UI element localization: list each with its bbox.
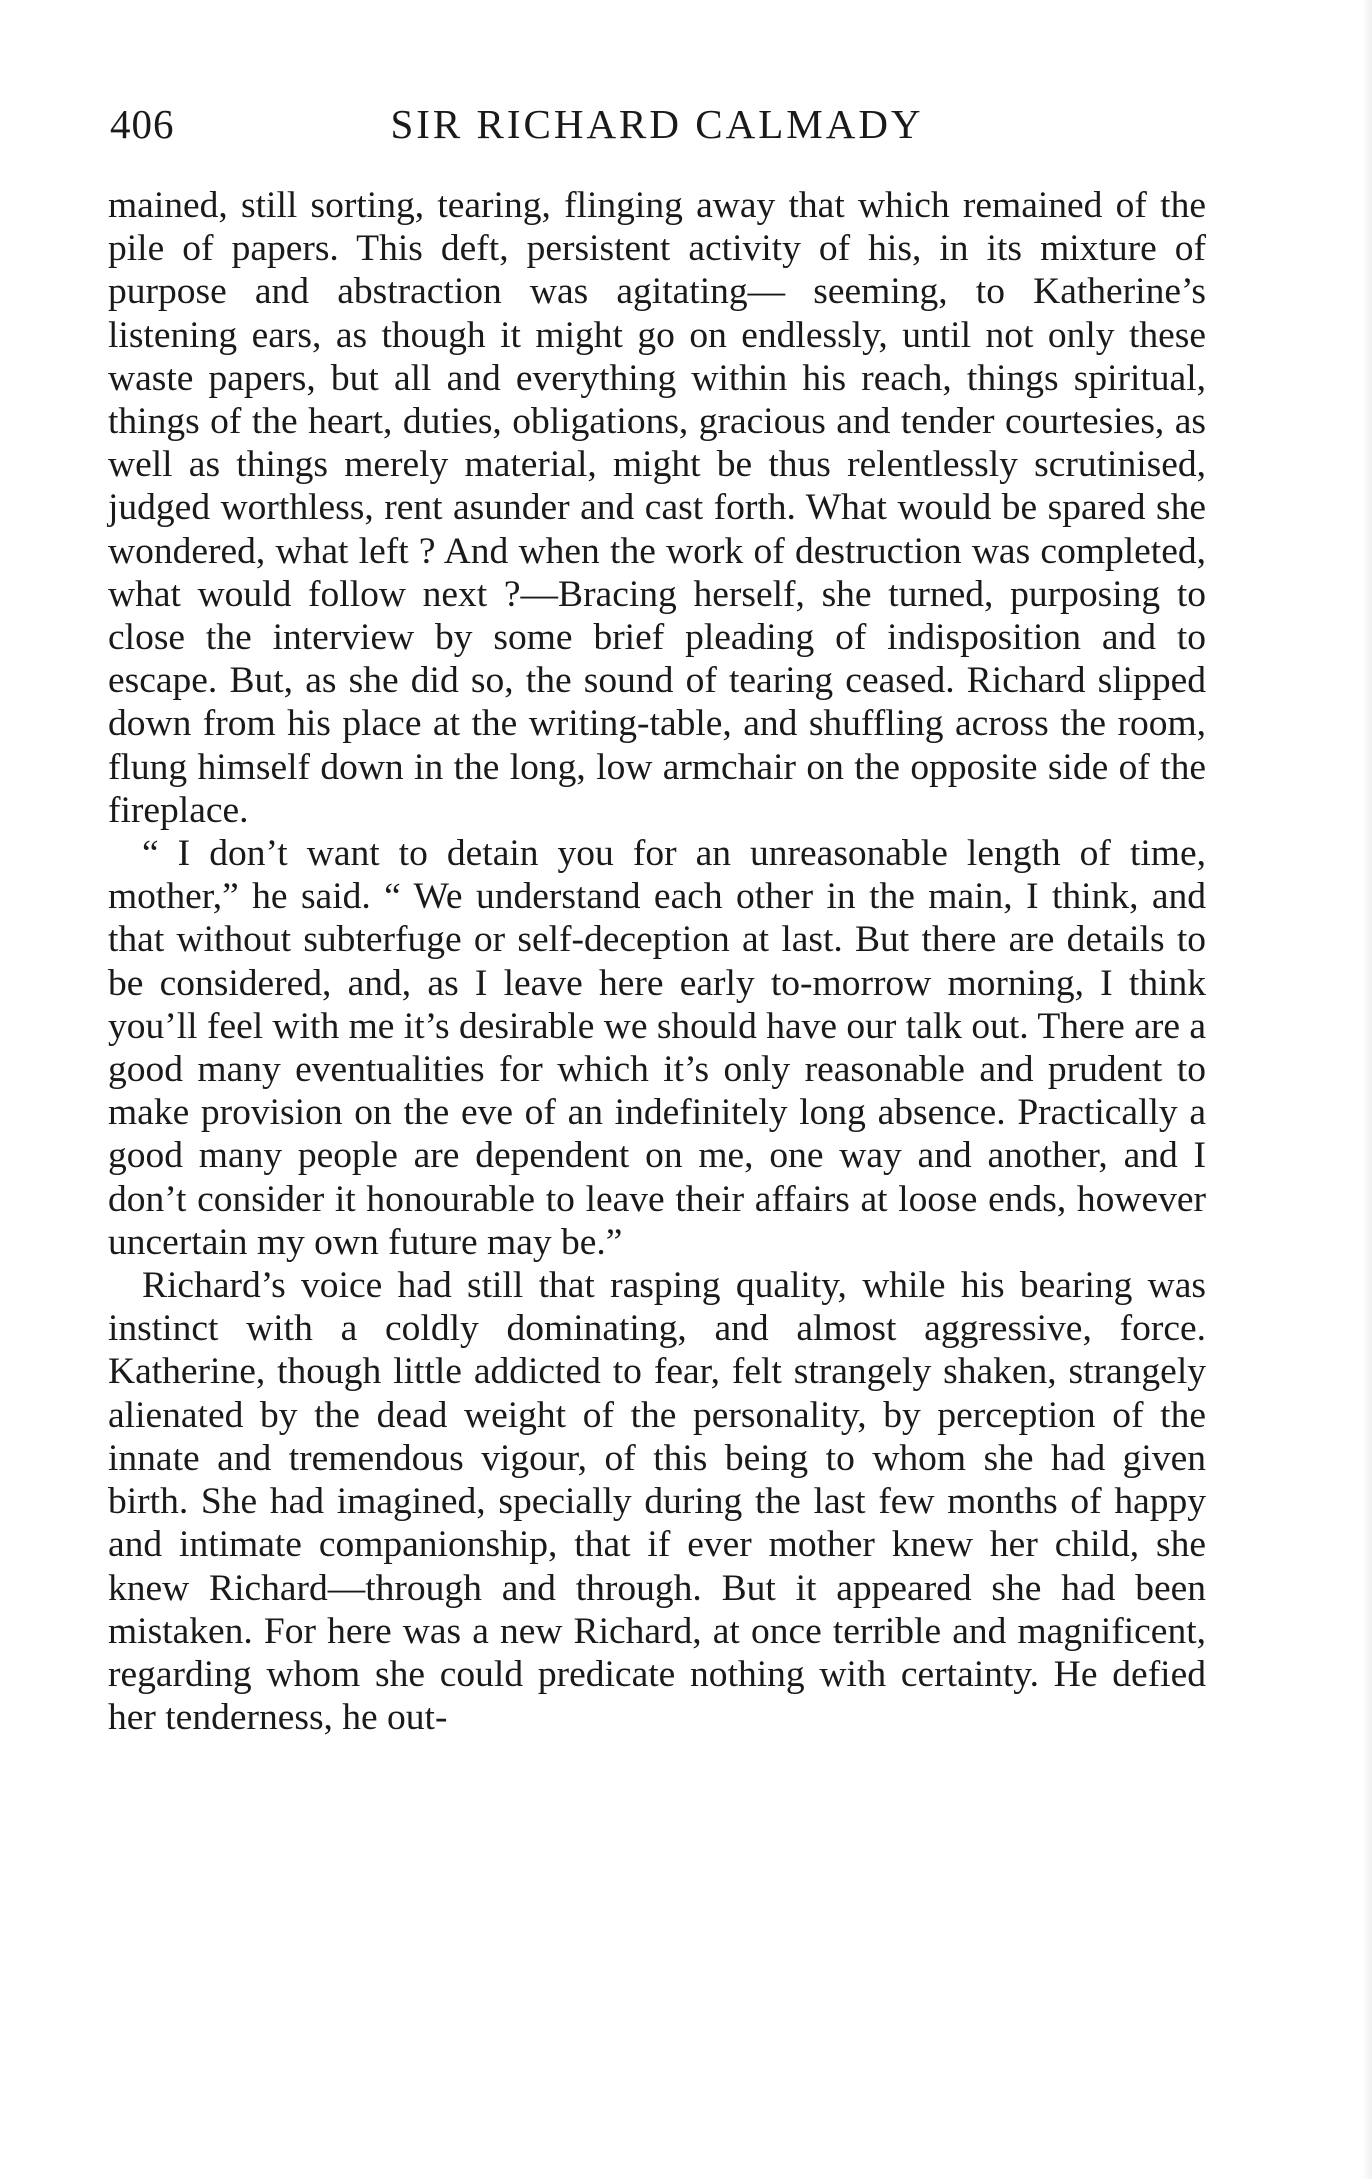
page-header	[110, 100, 1204, 160]
page-edge-shadow	[1362, 0, 1372, 2179]
body-text	[108, 184, 1206, 1739]
paragraph-continued: mained, still sorting, tearing, flinging away that which remained of the pile of papers. This deft, persistent activity of his, in its mixture of purpose and abstraction was agitating— seeming, to Katherine’s listening ears, as though it might go on endlessly, until not only these waste papers, but all and everything within his reach, things spiritual, things of the heart, duties, obligations, gracious and tender courtesies, as well as things merely material, might be thus relentlessly scrutinised, judged worthless, rent asunder and cast forth. What would be spared she wondered, what left ? And when the work of destruction was completed, what would follow next ?—Bracing herself, she turned, purposing to close the interview by some brief pleading of indisposition and to escape. But, as she did so, the sound of tearing ceased. Richard slipped down from his place at the writing-table, and shuffling across the room, flung himself down in the long, low armchair on the opposite side of the fireplace.	[108, 185, 1206, 831]
running-head: SIR RICHARD CALMADY	[390, 101, 924, 147]
paragraph-dialogue: “ I don’t want to detain you for an unreasonable length of time, mother,” he said. “ We understand each other in the main, I think, and that without subterfuge or self-deception at last. But there are details to be considered, and, as I leave here early to-morrow morning, I think you’ll feel with me it’s desirable we should have our talk out. There are a good many eventualities for which it’s only reasonable and prudent to make provision on the eve of an indefinitely long absence. Practically a good many people are dependent on me, one way and another, and I don’t consider it honourable to leave their affairs at loose ends, however uncertain my own future may be.”	[108, 833, 1206, 1263]
paragraph-narration: Richard’s voice had still that rasping quality, while his bearing was instinct with a coldly dominating, and almost aggressive, force. Katherine, though little addicted to fear, felt strangely shaken, strangely alienated by the dead weight of the personality, by perception of the innate and tremendous vigour, of this being to whom she had given birth. She had imagined, specially during the last few months of happy and intimate companionship, that if ever mother knew her child, she knew Richard—through and through. But it appeared she had been mistaken. For here was a new Richard, at once terrible and magnificent, regarding whom she could predicate nothing with certainty. He defied her tenderness, he out-	[108, 1265, 1206, 1739]
page-number: 406	[110, 101, 175, 147]
